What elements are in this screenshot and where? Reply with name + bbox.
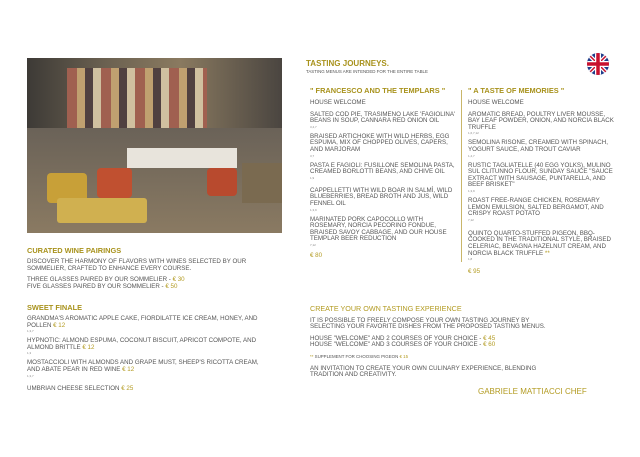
dessert-item (27, 338, 272, 355)
course-item (310, 163, 456, 180)
text: HOUSE "WELCOME" AND 3 COURSES OF YOUR CHOICE - (310, 341, 484, 349)
course-item (468, 140, 614, 157)
course-item (468, 163, 614, 193)
text: RUSTIC TAGLIATELLE (40 EGG YOLKS), MULINO SUL CLITUNNO FLOUR, SUNDAY SAUCE "SAUCE EXTRACT WITH SAUSAGE, PUNTARELLA, AND BEEF BRISKET" (468, 161, 613, 189)
text: 1,9 (310, 175, 315, 180)
restaurant-photo (27, 58, 282, 233)
supplement-note (310, 354, 560, 361)
tasting-subtitle: TASTING MENUS ARE INTENDED FOR THE ENTIRE TABLE (306, 69, 428, 74)
menu2-price: € 95 (468, 268, 481, 276)
text: 3,4,7 (310, 124, 317, 129)
tasting-title: TASTING JOURNEYS. (306, 59, 389, 68)
text: € 25 (121, 384, 134, 392)
text: 1,4,7 (468, 153, 475, 158)
course-item (310, 217, 456, 247)
course-item (310, 134, 456, 158)
text: 1,3,9 (310, 207, 317, 212)
text: € 12 (53, 321, 66, 329)
sweet-section (27, 304, 272, 392)
text: AROMATIC BREAD, POULTRY LIVER MOUSSE, BAY LEAF POWDER, ONION, AND NORCIA BLACK TRUFFLE (468, 110, 614, 131)
menu-memories (468, 87, 614, 276)
column-divider (461, 90, 462, 262)
text: € 60 (483, 341, 496, 349)
text: ** (310, 353, 314, 359)
text: € 50 (165, 282, 178, 290)
text: FIVE GLASSES PAIRED BY OUR SOMMELIER - (27, 282, 166, 290)
dessert-item (27, 360, 272, 377)
create-invite: AN INVITATION TO CREATE YOUR OWN CULINARY EXPERIENCE, BLENDING TRADITION AND CREATIVITY. (310, 364, 537, 379)
course-item (310, 112, 456, 129)
course-item (310, 188, 456, 212)
text: CAPPELLETTI WITH WILD BOAR IN SALMÌ, WILD BLUEBERRIES, BREAD BROTH AND JUS, WILD FENNEL OIL (310, 186, 453, 207)
text: 7,12 (468, 217, 474, 222)
create-desc: IT IS POSSIBLE TO FREELY COMPOSE YOUR OWN TASTING JOURNEY BY SELECTING YOUR FAVORITE DISHES FROM THE PROPOSED TASTING MENUS. (310, 316, 546, 331)
text: 1,3,9 (468, 188, 475, 193)
menu1-welcome: HOUSE WELCOME (310, 99, 366, 106)
course-item (468, 231, 614, 261)
create-title: CREATE YOUR OWN TASTING EXPERIENCE (310, 304, 462, 313)
menu1-title: " FRANCESCO AND THE TEMPLARS " (310, 86, 446, 95)
wine-desc: DISCOVER THE HARMONY OF FLAVORS WITH WINES SELECTED BY OUR SOMMELIER, CRAFTED TO ENHANCE EVERY COURSE. (27, 258, 247, 272)
wine-line (27, 284, 277, 291)
course-item (468, 112, 614, 136)
text: ROAST FREE-RANGE CHICKEN, ROSEMARY LEMON EMULSION, SALTED BERGAMOT, AND CRISPY ROAST POTATO (468, 196, 604, 218)
text: 3,7 (310, 153, 315, 158)
chef-signature: GABRIELE MATTIACCI CHEF (478, 387, 587, 396)
text: GRANDMA'S AROMATIC APPLE CAKE, FIORDILATTE ICE CREAM, HONEY, AND POLLEN (27, 315, 258, 329)
text: QUINTO QUARTO-STUFFED PIGEON, BBQ-COOKED IN THE TRADITIONAL STYLE, BRAISED CELERIAC, BEVAGNA HAZELNUT CREAM, AND NORCIA BLACK TRUFFLE (468, 229, 611, 257)
create-section (310, 306, 560, 379)
course-item (468, 198, 614, 222)
text: PASTA E FAGIOLI: FUSILLONE SEMOLINA PASTA, CREAMED BORLOTTI BEANS, AND CHIVE OIL (310, 161, 455, 176)
wine-section (27, 247, 277, 290)
dessert-item (27, 386, 272, 393)
text: ** (544, 249, 550, 257)
text: € 30 (172, 276, 185, 284)
text: € 45 (483, 334, 496, 342)
text: 1,3,7 (27, 329, 34, 334)
text: MOSTACCIOLI WITH ALMONDS AND GRAPE MUST, SHEEP'S RICOTTA CREAM, AND ABATE PEAR IN RED WINE (27, 359, 259, 373)
text: SEMOLINA RISONE, CREAMED WITH SPINACH, YOGURT SAUCE, AND TROUT CAVIAR (468, 139, 608, 153)
text: BRAISED ARTICHOKE WITH WILD HERBS, EGG ESPUMA, MIX OF CHOPPED OLIVES, CAPERS, AND MARJORAM (310, 132, 450, 153)
text: MARINATED PORK CAPOCOLLO WITH ROSEMARY, NORCIA PECORINO FONDUE, BRAISED SAVOY CABBAGE, AND OUR HOUSE TEMPLAR BEER REDUCTION (310, 215, 447, 243)
text: SUPPLEMENT FOR CHOOSING PIGEON (313, 353, 400, 359)
dessert-item (27, 316, 272, 333)
text: SALTED COD PIE, TRASIMENO LAKE 'FAGIOLINA' BEANS IN SOUP, CANNARA RED ONION OIL (310, 110, 456, 125)
text: € 15 (399, 353, 409, 359)
text: 1,3,7 (27, 373, 34, 378)
menu1-price: € 80 (310, 251, 323, 259)
text: 1,8 (468, 257, 473, 262)
wine-title: CURATED WINE PAIRINGS (27, 246, 122, 255)
sweet-title: SWEET FINALE (27, 303, 83, 312)
text: UMBRIAN CHEESE SELECTION (27, 384, 122, 392)
text: 1,3 (27, 351, 32, 356)
create-line (310, 342, 560, 349)
menu-francesco (310, 87, 456, 260)
tasting-header (306, 60, 428, 76)
menu2-title: " A TASTE OF MEMORIES " (468, 86, 565, 95)
text: € 12 (122, 365, 135, 373)
text: 1,6,7,12 (468, 131, 479, 136)
text: HYPNOTIC: ALMOND ESPUMA, COCONUT BISCUIT, APRICOT COMPOTE, AND ALMOND BRITTLE (27, 337, 257, 351)
text: THREE GLASSES PAIRED BY OUR SOMMELIER - (27, 276, 173, 284)
text: € 12 (82, 343, 95, 351)
menu2-welcome: HOUSE WELCOME (468, 99, 524, 106)
english-flag-icon[interactable] (587, 53, 609, 75)
text: 7,12 (310, 242, 316, 247)
text: HOUSE "WELCOME" AND 2 COURSES OF YOUR CHOICE - (310, 334, 484, 342)
